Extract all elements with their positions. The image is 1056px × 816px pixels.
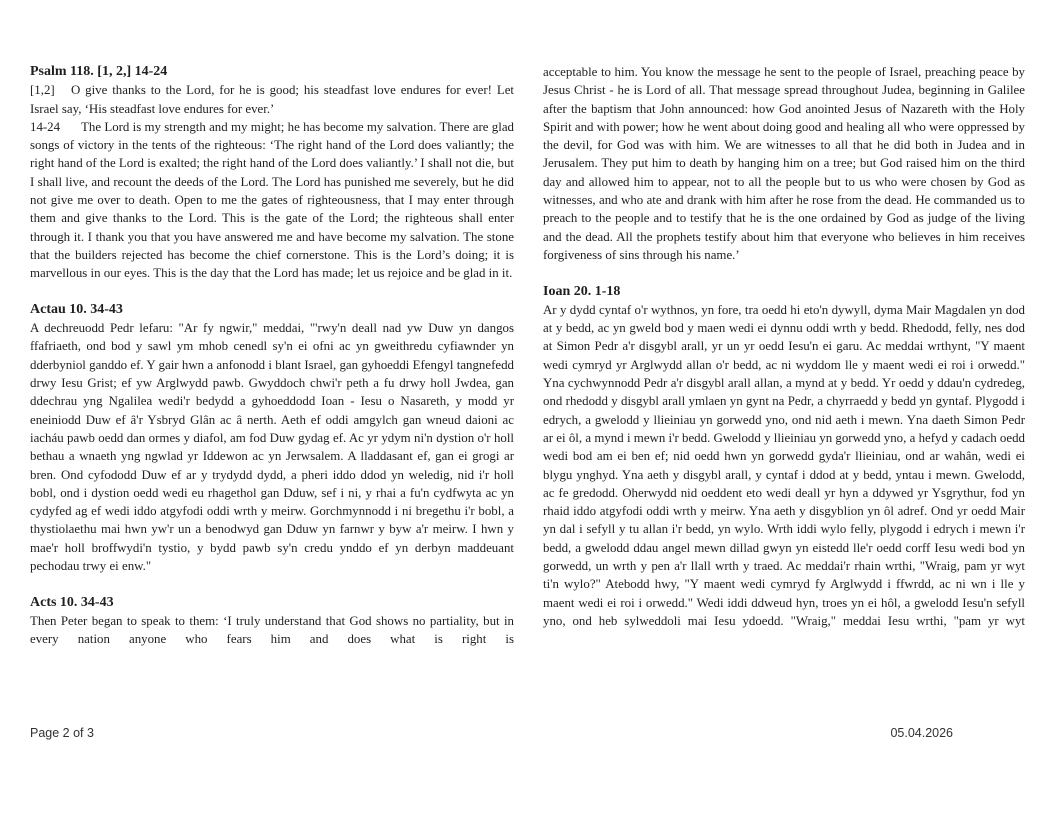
verse-text: O give thanks to the Lord, for he is good; his steadfast love endures for ever! Let Israel say, ‘His steadfast love endures for ever.’ [30,83,514,116]
column-left [30,63,514,649]
verse-label: [1,2] [30,83,55,98]
actau-heading: Actau 10. 34-43 [30,301,123,317]
acts-continuation-paragraph: acceptable to him. You know the message he sent to the people of Israel, preaching peace by Jesus Christ - he is Lord of all. That message spread throughout Judea, beginning in Galilee after the baptism that John announced: how God anointed Jesus of Nazareth with the Holy Spirit and with power; how he went about doing good and healing all who were oppressed by the devil, for God was with him. We are witnesses to all that he did both in Judea and in Jerusalem. They put him to death by hanging him on a tree; but God raised him on the third day and allowed him to appear, not to all the people but to us who were chosen by God as witnesses, and who ate and drank with him after he rose from the dead. He commanded us to preach to the people and to testify that he is the one ordained by God as judge of the living and the dead. All the prophets testify about him that everyone who believes in him receives forgiveness of sins through his name.’ [543,65,1025,262]
verse-text: The Lord is my strength and my might; he has become my salvation. There are glad songs of victory in the tents of the righteous: ‘The right hand of the Lord does valiantly; the right hand of the Lord is exalted; the right hand of the Lord does valiantly.’ I shall not die, but I shall live, and recount the deeds of the Lord. The Lord has punished me severely, but he did not give me over to death. Open to me the gates of righteousness, that I may enter through them and give thanks to the Lord. This is the gate of the Lord; the righteous shall enter through it. I thank you that you have answered me and have become my salvation. The stone that the builders rejected has become the chief cornerstone. This is the Lord’s doing; it is marvellous in our eyes. This is the day that the Lord has made; let us rejoice and be glad in it. [30,119,514,281]
page-number-label: Page 2 of 3 [30,726,94,740]
acts-heading: Acts 10. 34-43 [30,594,114,610]
psalm-heading: Psalm 118. [1, 2,] 14-24 [30,64,168,79]
column-right [543,63,1025,630]
acts-paragraph: Then Peter began to speak to them: ‘I truly understand that God shows no partiality, but in every nation anyone who fears him and does what is right is [30,613,514,647]
ioan-heading: Ioan 20. 1-18 [543,283,621,299]
psalm-verse-paragraph-2 [30,118,514,283]
ioan-paragraph: Ar y dydd cyntaf o'r wythnos, yn fore, tra oedd hi eto'n dywyll, dyma Mair Magdalen yn dod at y bedd, ac yn gweld bod y maen wedi ei dynnu oddi wrth y bedd. Rhedodd, felly, nes dod at Simon Pedr a'r disgybl arall, yr un yr oedd Iesu'n ei garu. Ac meddai wrthynt, "Y maent wedi cymryd yr Arglwydd allan o'r bedd, ac ni wyddom lle y maent wedi ei roi i orwedd." Yna cychwynnodd Pedr a'r disgybl arall allan, a mynd at y bedd. Yr oedd y ddau'n cydredeg, ond rhedodd y disgybl arall ymlaen yn gynt na Pedr, a chyrraedd y bedd yn gyntaf. Plygodd i edrych, a gwelodd y llieiniau yn gorwedd yno, ond nid aeth i mewn. Yna daeth Simon Pedr ar ei ôl, a mynd i mewn i'r bedd. Gwelodd y llieiniau yn gorwedd yno, a hefyd y cadach oedd wedi bod am ei ben ef; nid oedd hwn yn gorwedd gyda'r llieiniau, ond ar wahân, wedi ei blygu ynghyd. Yna aeth y disgybl arall, y cyntaf i ddod at y bedd, yntau i mewn. Gwelodd, ac fe gredodd. Oherwydd nid oeddent eto wedi deall yr hyn a ddywed yr Ysgrythur, fod yn rhaid iddo atgyfodi oddi wrth y meirw. Yna aeth y disgyblion yn ôl adref. Ond yr oedd Mair yn dal i sefyll y tu allan i'r bedd, yn wylo. Wrth iddi wylo felly, plygodd i edrych i mewn i'r bedd, a gwelodd ddau angel mewn dillad gwyn yn eistedd lle'r oedd corff Iesu wedi bod yn gorwedd, un wrth y pen a'r llall wrth y traed. Ac meddai'r rhain wrthi, "Wraig, pam yr wyt ti'n wylo?" Atebodd hwy, "Y maent wedi cymryd fy Arglwydd i ffwrdd, ac ni wn i lle y maent wedi ei roi i orwedd." Wedi iddi ddweud hyn, troes yn ei hôl, a gwelodd Iesu'n sefyll yno, ond heb sylweddoli mai Iesu ydoedd. "Wraig," meddai Iesu wrthi, "pam yr wyt [543,302,1025,628]
page-footer [30,726,953,744]
actau-paragraph: A dechreuodd Pedr lefaru: "Ar fy ngwir," meddai, "'rwy'n deall nad yw Duw yn dangos ffafriaeth, ond bod y sawl ym mhob cenedl sy'n ei ofni ac yn gweithredu cyfiawnder yn dderbyniol ganddo ef. Y gair hwn a anfonodd i blant Israel, gan gyhoeddi Efengyl tangnefedd drwy Iesu Grist; ef yw Arglwydd pawb. Gwyddoch chwi'r peth a fu drwy holl Jwdea, gan ddechrau yng Ngalilea wedi'r bedydd a gyhoeddodd Ioan - Iesu o Nasareth, y modd yr eneiniodd Duw ef â'r Ysbryd Glân ac â nerth. Aeth ef oddi amgylch gan wneud daioni ac iacháu pawb oedd dan ormes y diafol, am fod Duw gydag ef. Ac yr ydym ni'n dystion o'r holl bethau a wnaeth yng ngwlad yr Iddewon ac yn Jerwsalem. A lladdasant ef, gan ei grogi ar bren. Ond cyfododd Duw ef ar y trydydd dydd, a pheri iddo ddod yn weledig, nid i'r holl bobl, ond i dystion oedd wedi eu rhagethol gan Dduw, sef i ni, y rhai a fu'n cydfwyta ac yn cydyfed ag ef wedi iddo atgyfodi oddi wrth y meirw. Gorchmynnodd i ni bregethu i'r bobl, a thystiolaethu mai hwn yw'r un a benodwyd gan Dduw yn farnwr y byw a'r meirw. I hwn y mae'r holl broffwydi'n tystio, y bydd pawb sy'n credu ynddo ef yn derbyn maddeuant pechodau trwy ei enw." [30,321,514,574]
verse-label: 14-24 [30,119,61,134]
psalm-verse-paragraph-1 [30,81,514,118]
footer-date: 05.04.2026 [890,726,953,740]
